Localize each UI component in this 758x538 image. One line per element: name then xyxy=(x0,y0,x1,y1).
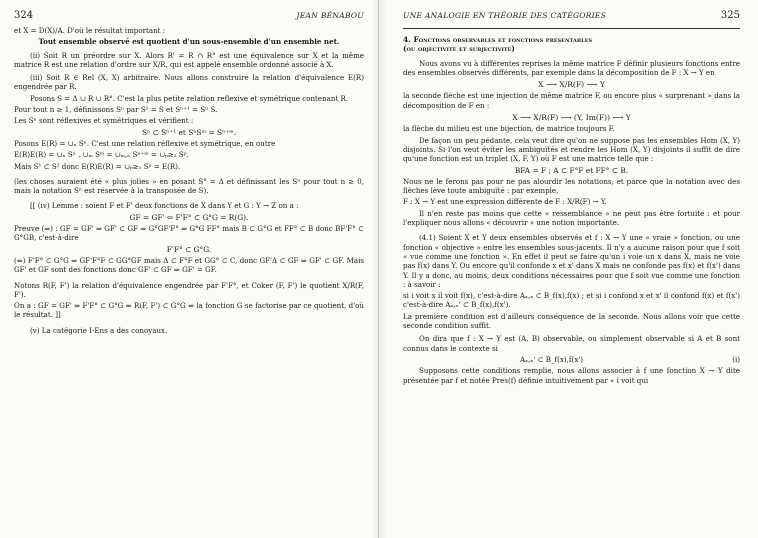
paragraph: (iii) Soit R ∈ Rel (X, X) arbitraire. Nous allons construire la relation d'équivalence E(R) engendrée par R. xyxy=(14,73,364,92)
header-rule xyxy=(403,28,740,29)
paragraph: la seconde flèche est une injection de même matrice F, ou encore plus « surprenant » dans la décomposition de F en : xyxy=(403,91,740,110)
left-page-header xyxy=(14,10,364,26)
condition-label: (i) xyxy=(732,354,740,364)
text-line: et X = D(X)/A. D'où le résultat important : xyxy=(14,26,166,35)
left-running-head: JEAN BÉNABOU xyxy=(296,11,364,20)
condition-formula: Aₓ,ₓ' ⊂ B_f(x),f(x') xyxy=(519,354,584,364)
section-title-line-1: 4. Fonctions observables et fonctions présentables xyxy=(403,35,593,44)
right-page-header xyxy=(403,10,740,26)
proof: Preuve (⇒) : GF = GF' ⇒ GF' ⊂ GF ⇒ G°GF'F° ⇒ G°G FF° mais B ⊂ G°G et FF° ⊂ B donc BF'F° ⊂ G°GB, c'est-à-dire xyxy=(14,224,364,243)
formula: GF = GF' ⇔ F'F° ⊂ G°G = R(G). xyxy=(129,212,249,222)
formula: BFA = F ; A ⊂ F°F et FF° ⊂ B. xyxy=(514,165,629,175)
paragraph: De façon un peu pédante, cela veut dire qu'on ne suppose pas les ensembles Hom (X, Y) disjoints. Si l'on veut éviter les ambiguïtés et rendre les Hom (X, Y) disjoints il suffit de dire qu'une fonction est un triplet (X, F, Y) où F est une matrice telle que : xyxy=(403,135,740,164)
condition-row xyxy=(403,355,740,364)
paragraph: Nous avons vu à différentes reprises la même matrice F définir plusieurs fonctions entre des ensembles observés différents, par exemple dans la décomposition de F : X → Y en xyxy=(403,58,740,77)
text-line: Posons E(R) = ∪ₙ Sⁿ. C'est une relation réflexive et symétrique, en outre xyxy=(14,138,276,148)
paragraph: Supposons cette conditions remplie, nous allons associer à f une fonction X → Y dite présentée par f et notée Pres(f) définie intuitivement par « i voit qui xyxy=(403,366,740,385)
paragraph: La première condition est d'ailleurs conséquence de la seconde. Nous allons voir que cette seconde condition suffit. xyxy=(403,311,740,331)
left-page-text xyxy=(14,26,364,335)
paragraph: Il n'en reste pas moins que cette « ressemblance » ne peut pas être fortuite : et pour l'expliquer nous allons « découvrir » une notion importante. xyxy=(403,208,740,228)
paragraph: On a : GF = GF' ⇔ F'F° ⊂ G°G ⇔ R(F, F') ⊂ G°G ⇔ la fonction G se factorise par ce quotient, d'où le résultat. ]] xyxy=(14,301,364,320)
formula-line: Mais S¹ ⊂ S² donc E(R)E(R) = ∪ₚ≥₁ Sᵖ = E(R). xyxy=(14,161,181,171)
key-result: Tout ensemble observé est quotient d'un sous-ensemble d'un ensemble net. xyxy=(38,37,340,47)
right-page-text xyxy=(403,35,740,385)
paragraph: Nous ne le ferons pas pour ne pas alourdir les notations, et parce que la notation avec des flèches lève toute ambiguïté : par exemple, xyxy=(403,176,740,196)
paragraph: la flèche du milieu est une bijection, de matrice toujours F. xyxy=(403,124,615,134)
paragraph: (4.1) Soient X et Y deux ensembles observés et f : X → Y une « vraie » fonction, ou une fonction « objective » entre les ensembles sous-jacents. Il n'y a aucune raison pour que f soit « vue comme une fonction ». En effet il peut se faire qu'un i voie un x dans X, mais ne voie pas f(x) dans Y. Ou encore qu'il confonde x et x' dans X mais ne confonde pas f(x) et f(x') dans Y. Il y a donc, au moins, deux conditions nécessaires pour que f soit vue comme une fonction : à savoir : xyxy=(403,233,740,289)
paragraph: (ii) Soit R un préordre sur X. Alors R' = R ∩ R° est une équivalence sur X et la même matrice R est une relation d'ordre sur X/R, qui est appelé ensemble ordonné associé à X. xyxy=(14,50,364,69)
paragraph: On dira que f : X → Y est (A, B) observable, ou simplement observable si A et B sont connus dans le contexte si xyxy=(403,334,740,353)
paragraph: (les choses auraient été « plus jolies » en posant S° = Δ et définissant les Sⁿ pour tout n ≥ 0, mais la notation Sⁿ est réservée à la transposée de S). xyxy=(14,176,364,196)
right-page-number: 325 xyxy=(720,10,740,21)
factorization-diagram-2: X ⟶ X/R(F) ⟶ (Y, Im(F)) ⟶ Y xyxy=(512,113,631,123)
paragraph: si i voit x il voit f(x), c'est-à-dire Aₓ,ₓ ⊂ B_f(x),f(x) ; et si i confond x et x' il confond f(x) et f(x') c'est-à-dire Aₓ,ₓ' ⊂ B_f(x),f(x'). xyxy=(403,291,740,310)
section-title xyxy=(403,35,740,54)
paragraph: Posons S = Δ ∪ R ∪ R°. C'est la plus petite relation reflexive et symétrique contenant R. xyxy=(30,93,349,103)
proof-converse: (⇐) F'F° ⊂ G°G ⇒ GF'F°F ⊂ GG°GF mais Δ ⊂ F°F et GG° ⊂ C, donc GF'Δ ⊂ GF ⇒ GF' ⊂ GF. Mais GF' et GF sont des fonctions donc GF' ⊂ GF ⇒ GF' = GF. xyxy=(14,255,364,275)
formula: F'F° ⊂ G°G. xyxy=(166,244,212,254)
formula-line: E(R)E(R) = ∪ₙ Sⁿ . ∪ₘ Sᵐ = ∪ₘ,ₙ Sⁿ⁺ᵐ = ∪ₚ≥₂ Sᵖ. xyxy=(14,150,189,160)
right-page xyxy=(379,0,758,538)
paragraph: Notons R(F, F') la relation d'équivalence engendrée par F'F°, et Coker (F, F') le quotient X/R(F, F'). xyxy=(14,280,364,299)
text-line: F : X → Y est une expression différente de F : X/R(F) → Y. xyxy=(403,197,607,207)
lemma: [[ (iv) Lemme : soient F et F' deux fonctions de X dans Y et G : Y → Z on a : xyxy=(30,201,299,211)
factorization-diagram-1: X ⟶ X/R(F) ⟶ Y xyxy=(538,80,605,90)
formula: Sⁿ ⊂ Sⁿ⁺¹ et SⁿSᵐ = Sⁿ⁺ᵐ. xyxy=(141,127,237,137)
paragraph: (v) La catégorie I-Ens a des conoyaux. xyxy=(30,325,168,335)
text-line: Les Sⁿ sont réflexives et symétriques et vérifient : xyxy=(14,116,194,126)
text-line: Pour tout n ≥ 1, définissons Sⁿ par S¹ = S et Sⁿ⁺¹ = Sⁿ S. xyxy=(14,105,218,115)
left-page-number: 324 xyxy=(14,10,34,21)
right-running-head: UNE ANALOGIE EN THÉORIE DES CATÉGORIES xyxy=(403,11,607,20)
section-title-line-2: (ou objectivité et subjectivité) xyxy=(403,44,515,54)
